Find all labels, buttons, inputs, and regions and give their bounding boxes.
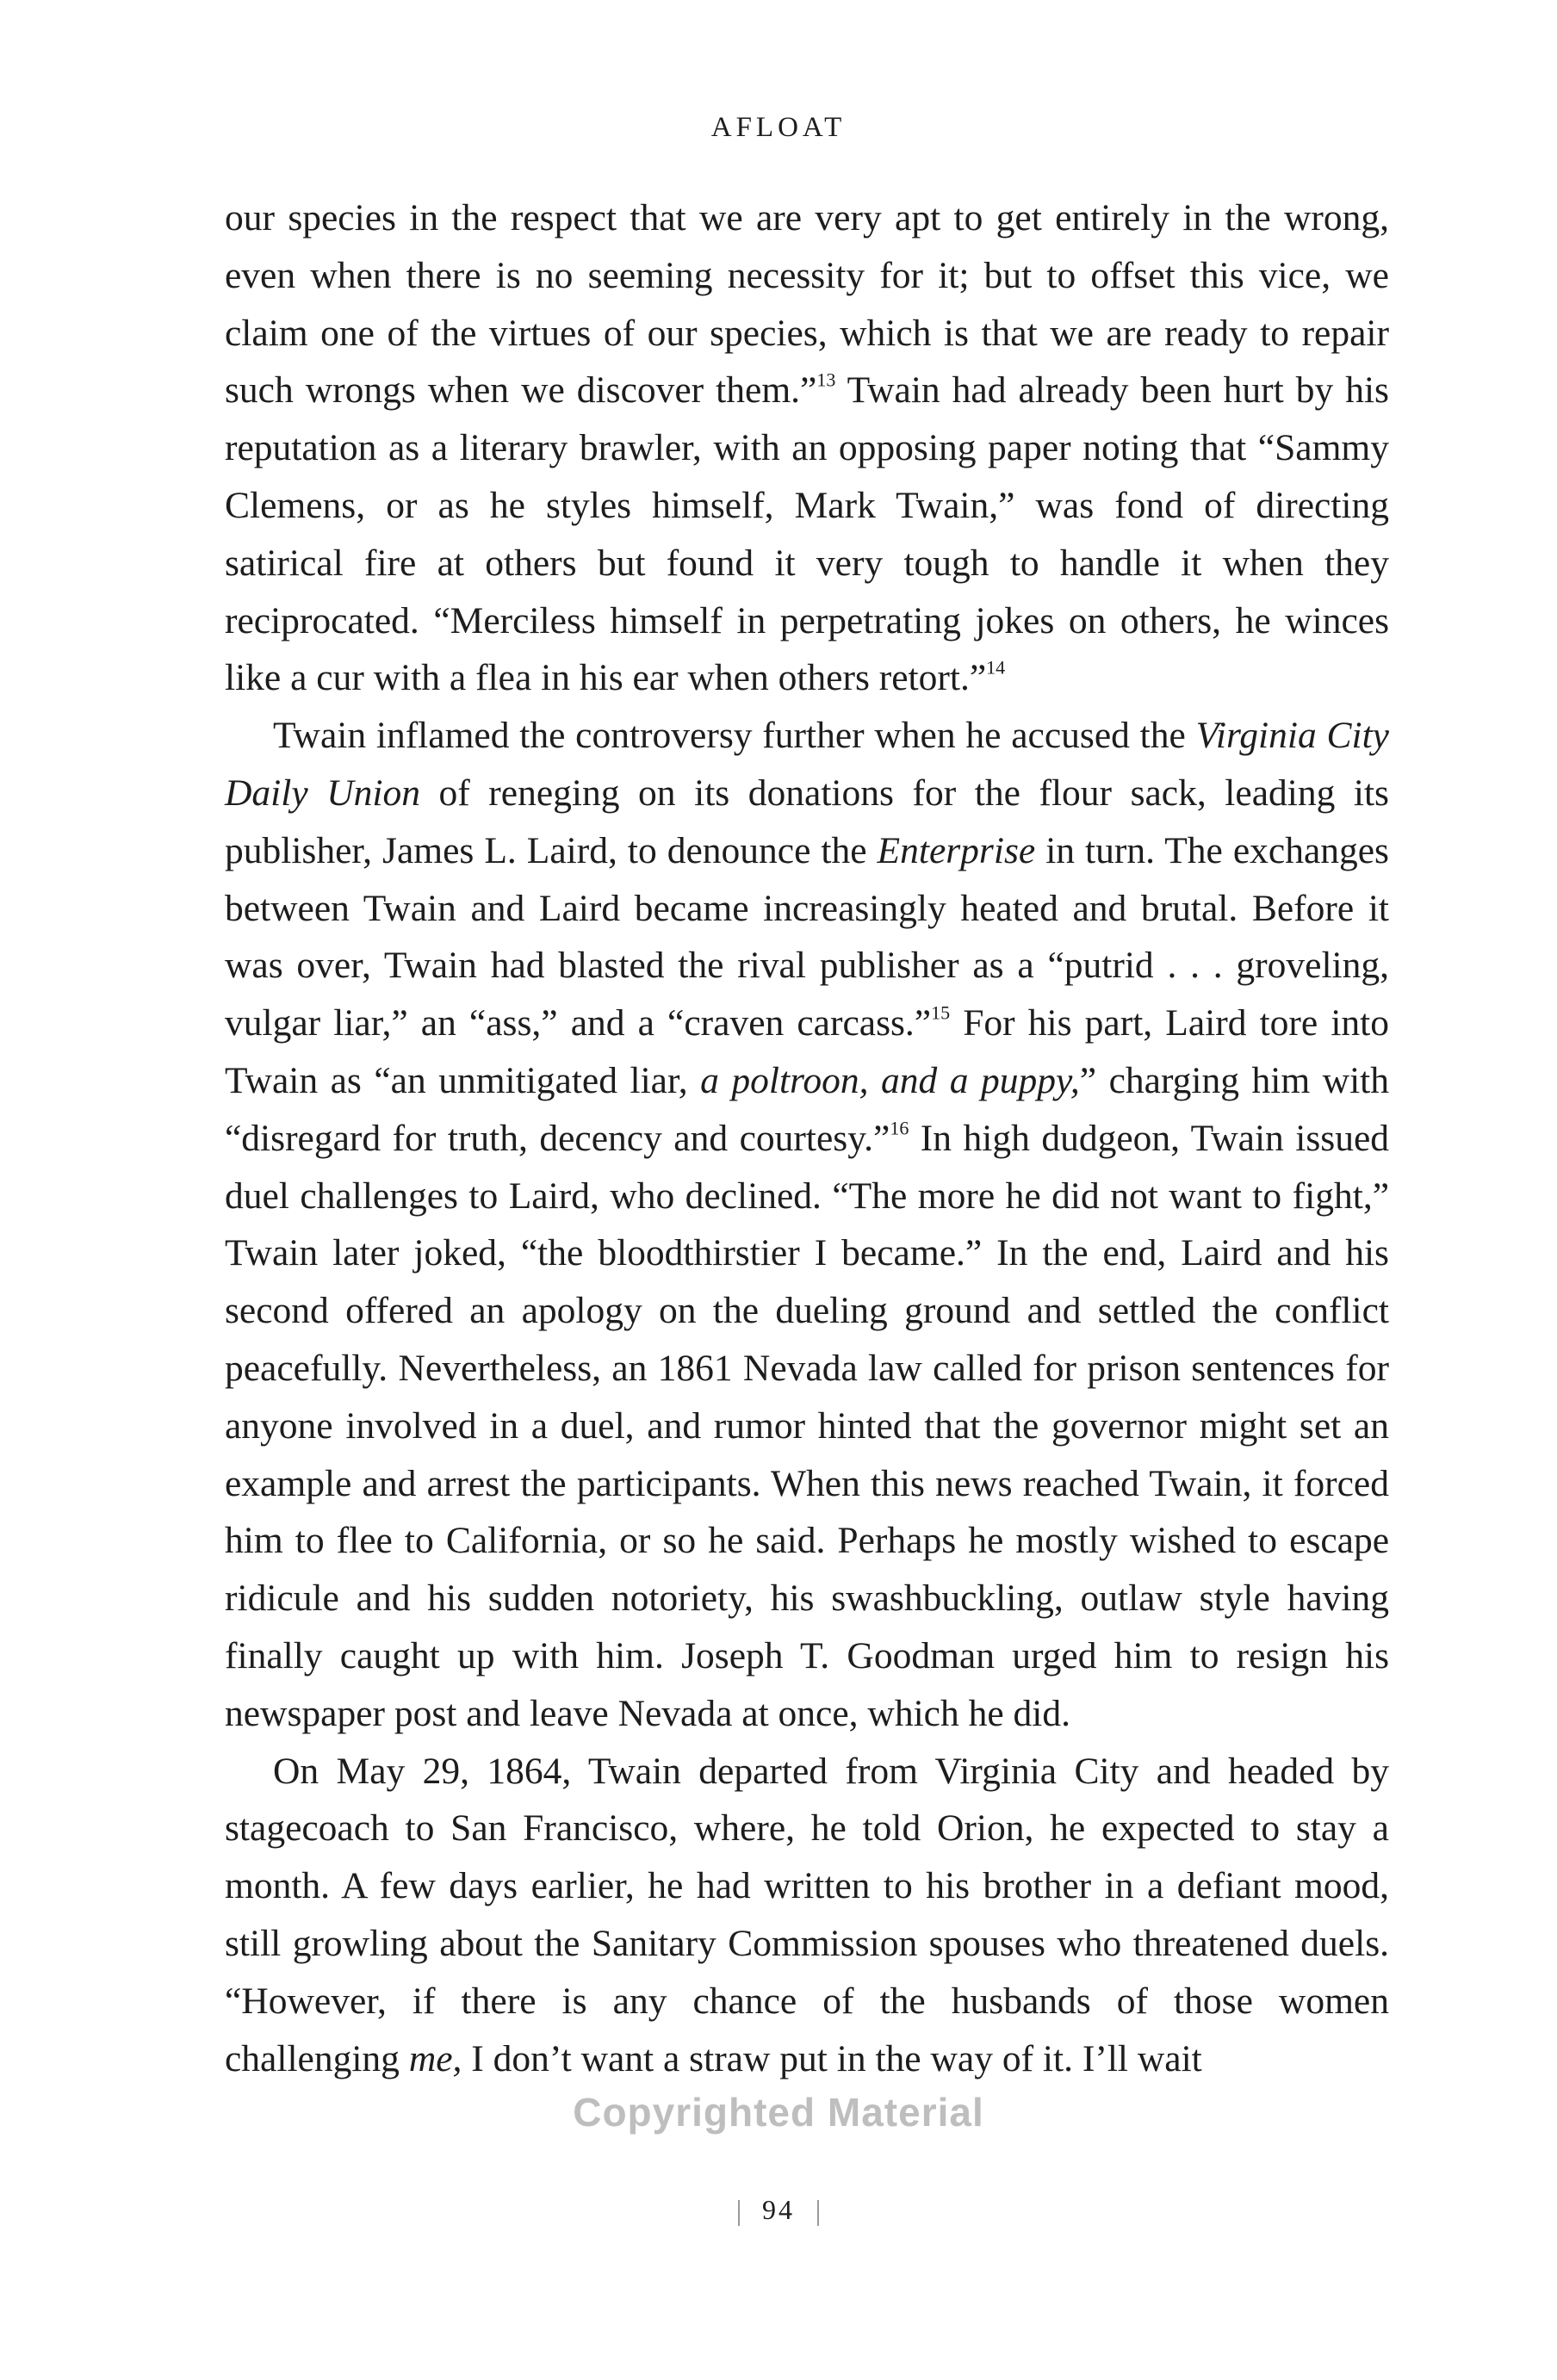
footnote-ref: 15 (931, 1001, 951, 1024)
text-run: For his part, Laird tore into Twain as “an unmitigated liar, (225, 1002, 1389, 1101)
footnote-ref: 13 (816, 369, 836, 391)
italic-text: me, (408, 2037, 462, 2079)
italic-text: a poltroon, and a puppy, (700, 1059, 1080, 1101)
page-number: 94 (762, 2194, 795, 2225)
footnote-ref: 16 (890, 1117, 909, 1139)
text-run: In high dudgeon, Twain issued duel challenges to Laird, who declined. “The more he did not want to fight,” Twain later joked, “the bloodthirstier I became.” In the end, Laird and his second offered an apology on the dueling ground and settled the conflict peacefully. Nevertheless, an 1861 Nevada law called for prison sentences for anyone involved in a duel, and rumor hinted that the governor might set an example and arrest the participants. When this news reached Twain, it forced him to flee to California, or so he said. Perhaps he mostly wished to escape ridicule and his sudden notoriety, his swashbuckling, outlaw style having finally caught up with him. Joseph T. Goodman urged him to resign his newspaper post and leave Nevada at once, which he did. (225, 1117, 1390, 1734)
body-text (225, 189, 1389, 2087)
folio-left-rule (738, 2200, 740, 2226)
paragraph (225, 707, 1389, 1742)
copyright-watermark: Copyrighted Material (573, 2090, 984, 2135)
text-run: ” charging him with “disregard for truth, decency and courtesy.” (225, 1059, 1389, 1159)
italic-text: Virginia City Daily Union (225, 715, 1389, 814)
paragraph (225, 1743, 1389, 2088)
text-run: in turn. The exchanges between Twain and Laird became increasingly heated and brutal. Before it was over, Twain had blasted the rival publisher as a “putrid . . . groveling, vulgar liar,” an “ass,” and a “craven carcass.” (225, 829, 1389, 1044)
text-run: I don’t want a straw put in the way of it. I’ll wait (462, 2037, 1202, 2079)
footnote-ref: 14 (986, 656, 1006, 679)
paragraph (225, 189, 1389, 707)
text-run: our species in the respect that we are very apt to get entirely in the wrong, even when there is no seeming necessity for it; but to offset this vice, we claim one of the virtues of our species, which is that we are ready to repair such wrongs when we discover them.” (225, 197, 1389, 412)
running-head: AFLOAT (710, 112, 847, 143)
text-run: of reneging on its donations for the flour sack, leading its publisher, James L. Laird, to denounce the (225, 772, 1389, 871)
italic-text: Enterprise (877, 829, 1036, 871)
page-footer (0, 2194, 1557, 2226)
text-run: Twain inflamed the controversy further when he accused the (273, 715, 1196, 757)
text-run: On May 29, 1864, Twain departed from Virginia City and headed by stagecoach to San Francisco, where, he told Orion, he expected to stay a month. A few days earlier, he had written to his brother in a defiant mood, still growling about the Sanitary Commission spouses who threatened duels. “However, if there is any chance of the husbands of those women challenging (225, 1750, 1389, 2079)
folio-right-rule (817, 2200, 819, 2226)
text-run: Twain had already been hurt by his reputation as a literary brawler, with an opposing paper noting that “Sammy Clemens, or as he styles himself, Mark Twain,” was fond of directing satirical fire at others but found it very tough to handle it when they reciprocated. “Merciless himself in perpetrating jokes on others, he winces like a cur with a flea in his ear when others retort.” (225, 369, 1389, 699)
